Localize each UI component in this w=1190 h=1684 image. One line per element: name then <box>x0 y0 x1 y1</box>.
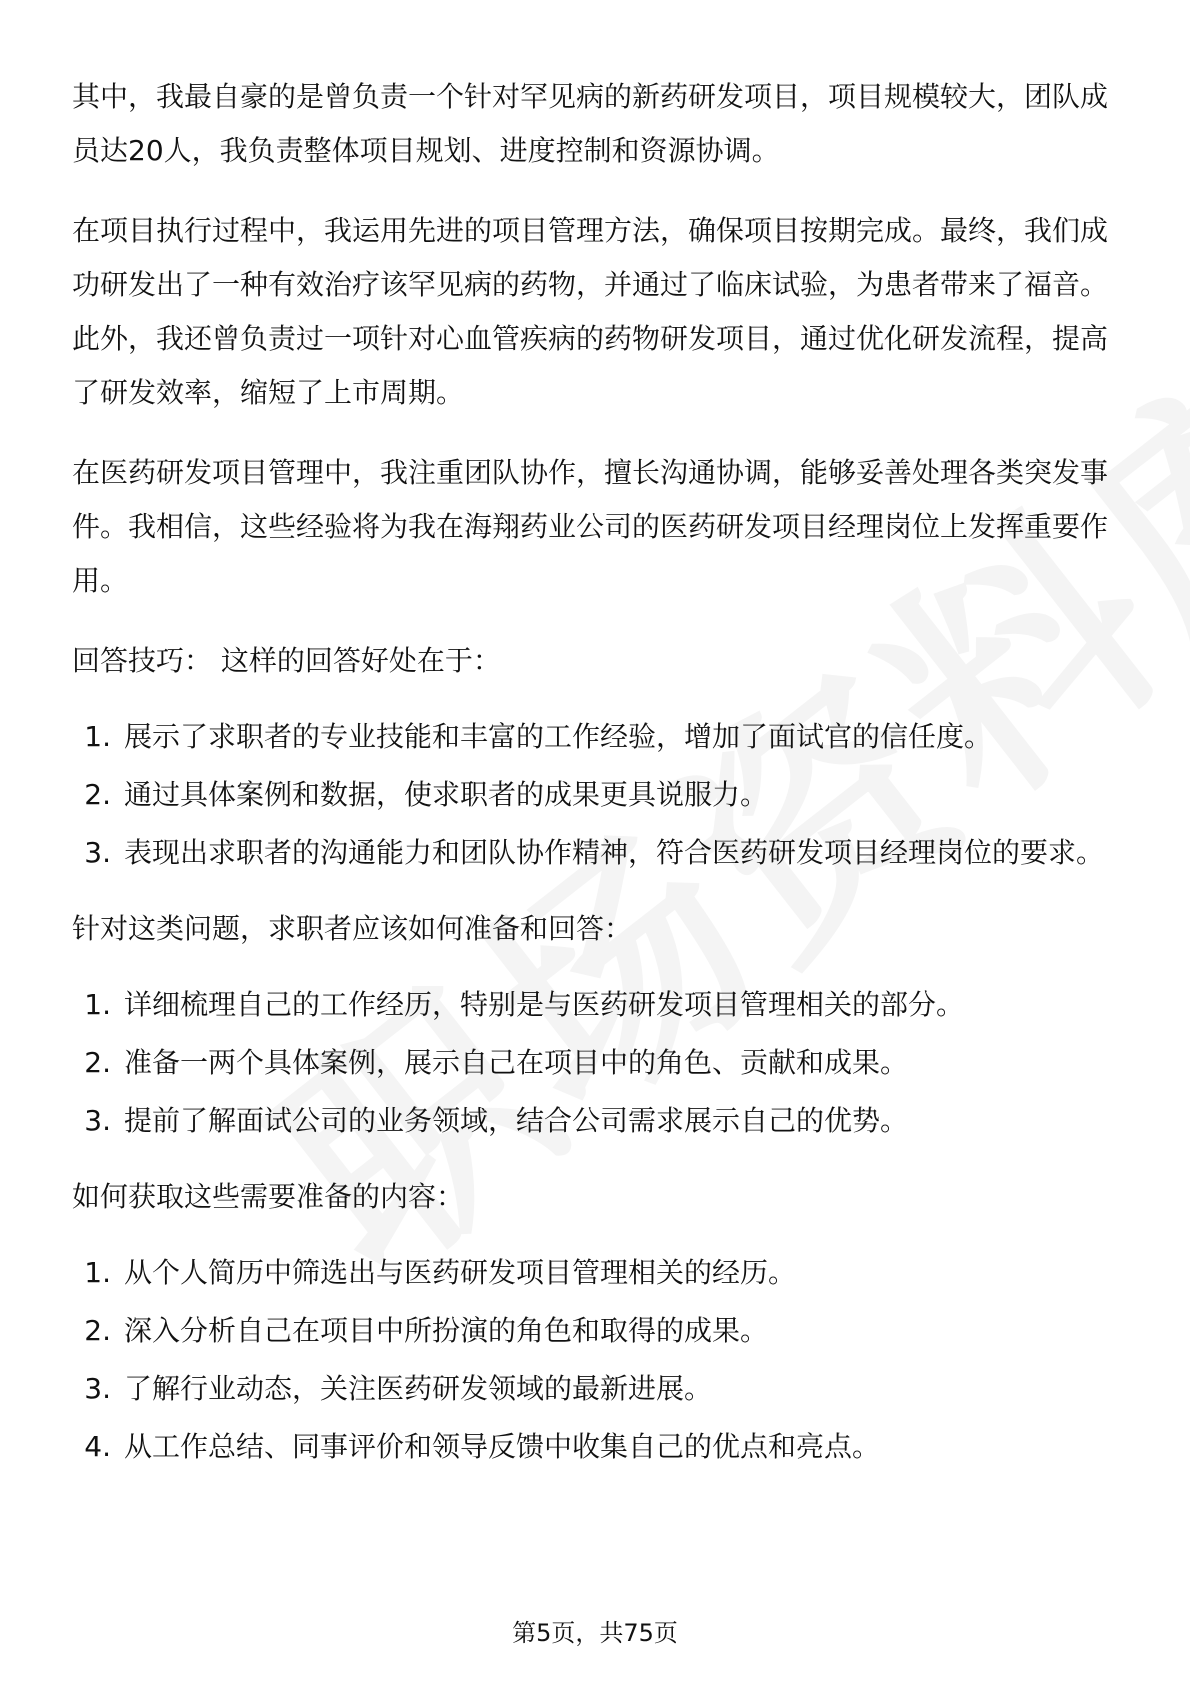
list-text: 了解行业动态，关注医药研发领域的最新进展。 <box>124 1372 713 1405</box>
list-text: 准备一两个具体案例，展示自己在项目中的角色、贡献和成果。 <box>124 1046 909 1079</box>
list-item <box>72 978 1118 1032</box>
acquire-heading: 如何获取这些需要准备的内容： <box>72 1180 465 1213</box>
list-item <box>72 768 1118 822</box>
list-text: 从个人简历中筛选出与医药研发项目管理相关的经历。 <box>124 1256 797 1289</box>
list-number: 1. <box>84 720 111 753</box>
list-item <box>72 710 1118 764</box>
page-number: 第5页，共75页 <box>512 1619 678 1647</box>
list-item <box>72 1094 1118 1148</box>
list-number: 3. <box>84 836 111 869</box>
list-item <box>72 1036 1118 1090</box>
list-text: 提前了解面试公司的业务领域，结合公司需求展示自己的优势。 <box>124 1104 909 1137</box>
list-item <box>72 1246 1118 1300</box>
tips-heading: 回答技巧： 这样的回答好处在于： <box>72 644 501 677</box>
list-item <box>72 1362 1118 1416</box>
paragraph-project-execution: 在项目执行过程中，我运用先进的项目管理方法，确保项目按期完成。最终，我们成功研发出了一种有效治疗该罕见病的药物，并通过了临床试验，为患者带来了福音。此外，我还曾负责过一项针对心血管疾病的药物研发项目，通过优化研发流程，提高了研发效率，缩短了上市周期。 <box>72 214 1109 409</box>
list-text: 深入分析自己在项目中所扮演的角色和取得的成果。 <box>124 1314 769 1347</box>
document-body <box>72 70 1118 1496</box>
acquire-list <box>72 1246 1118 1474</box>
prepare-heading: 针对这类问题，求职者应该如何准备和回答： <box>72 912 633 945</box>
list-item <box>72 1304 1118 1358</box>
tips-list <box>72 710 1118 880</box>
list-text: 详细梳理自己的工作经历，特别是与医药研发项目管理相关的部分。 <box>124 988 965 1021</box>
list-number: 2. <box>84 1046 111 1079</box>
list-number: 2. <box>84 1314 111 1347</box>
list-text: 通过具体案例和数据，使求职者的成果更具说服力。 <box>124 778 769 811</box>
list-text: 展示了求职者的专业技能和丰富的工作经验，增加了面试官的信任度。 <box>124 720 993 753</box>
paragraph-project-pride: 其中，我最自豪的是曾负责一个针对罕见病的新药研发项目，项目规模较大，团队成员达20人，我负责整体项目规划、进度控制和资源协调。 <box>72 80 1109 167</box>
paragraph-teamwork: 在医药研发项目管理中，我注重团队协作，擅长沟通协调，能够妥善处理各类突发事件。我相信，这些经验将为我在海翔药业公司的医药研发项目经理岗位上发挥重要作用。 <box>72 456 1109 597</box>
list-item <box>72 1420 1118 1474</box>
list-number: 1. <box>84 1256 111 1289</box>
prepare-list <box>72 978 1118 1148</box>
list-text: 从工作总结、同事评价和领导反馈中收集自己的优点和亮点。 <box>124 1430 881 1463</box>
list-text: 表现出求职者的沟通能力和团队协作精神，符合医药研发项目经理岗位的要求。 <box>124 836 1105 869</box>
list-number: 2. <box>84 778 111 811</box>
list-number: 1. <box>84 988 111 1021</box>
list-number: 3. <box>84 1372 111 1405</box>
list-number: 3. <box>84 1104 111 1137</box>
list-item <box>72 826 1118 880</box>
list-number: 4. <box>84 1430 111 1463</box>
